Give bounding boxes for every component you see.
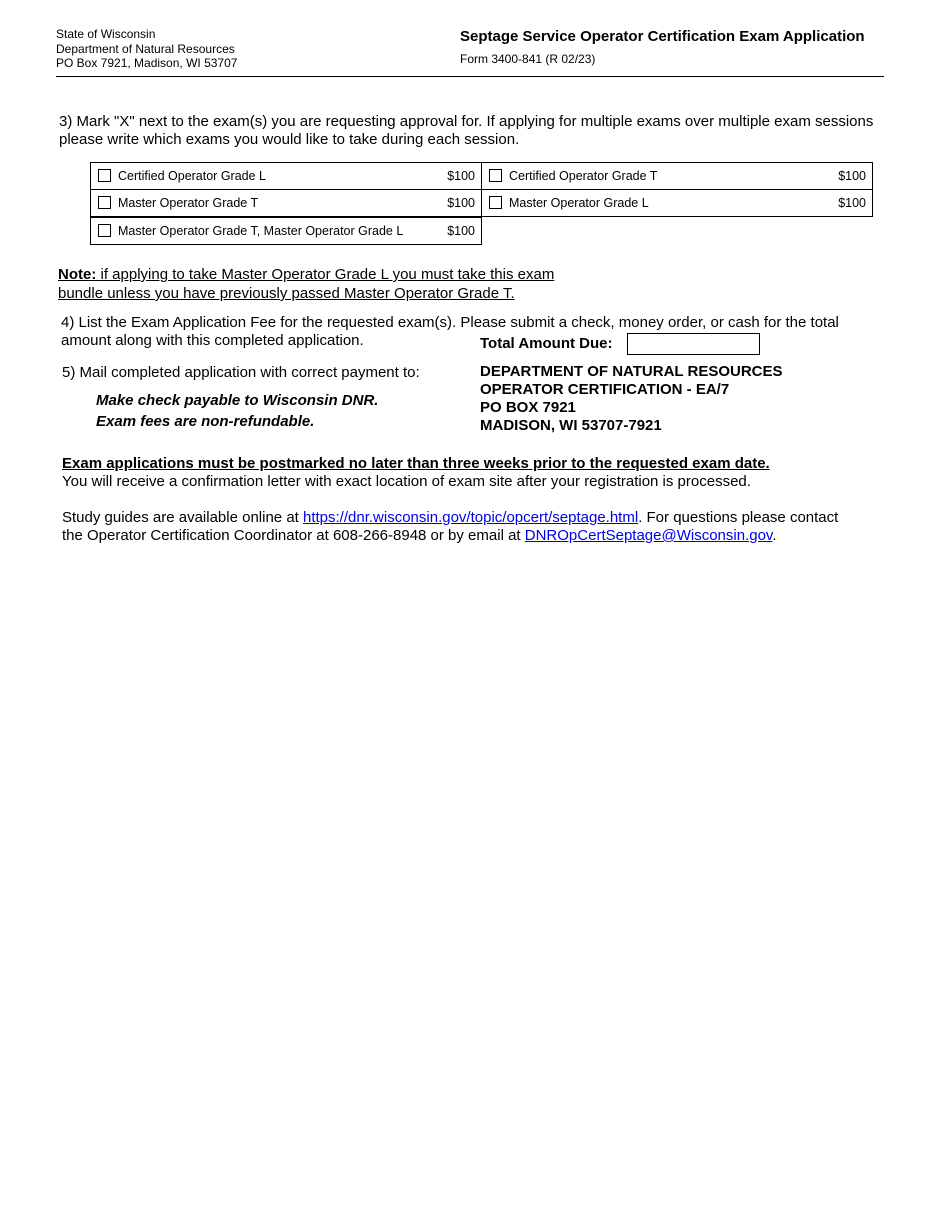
exam-label: Certified Operator Grade T xyxy=(509,169,658,183)
exam-option-master-l[interactable] xyxy=(481,189,873,217)
confirmation-note: You will receive a confirmation letter with exact location of exam site after your registration is processed. xyxy=(62,473,751,490)
total-amount-field[interactable] xyxy=(627,333,760,355)
header-divider xyxy=(56,76,884,77)
section3-instructions: 3) Mark "X" next to the exam(s) you are requesting approval for. If applying for multiple exams over multiple exam sessions please write which exams you would like to take during each session. xyxy=(59,113,874,148)
exam-fee: $100 xyxy=(838,169,866,183)
address-line: PO BOX 7921 xyxy=(480,399,576,416)
exam-fee: $100 xyxy=(447,224,475,238)
exam-label: Certified Operator Grade L xyxy=(118,169,266,183)
note-text: if applying to take Master Operator Grade L you must take this exam bundle unless you have previously passed Master Operator Grade T. xyxy=(58,266,555,302)
form-title: Septage Service Operator Certification Exam Application xyxy=(460,28,865,45)
exam-checkbox[interactable] xyxy=(489,169,502,182)
agency-state: State of Wisconsin xyxy=(56,27,156,41)
payment-notes xyxy=(96,390,378,432)
bundle-note xyxy=(58,265,598,303)
study-prefix: Study guides are available online at xyxy=(62,509,303,526)
exam-checkbox[interactable] xyxy=(98,196,111,209)
refund-note: Exam fees are non-refundable. xyxy=(96,413,315,430)
total-amount-label: Total Amount Due: xyxy=(480,335,613,352)
exam-option-certified-l[interactable] xyxy=(90,162,482,190)
section5-instructions: 5) Mail completed application with correct payment to: xyxy=(62,364,420,381)
exam-option-master-t-l-bundle[interactable] xyxy=(90,217,482,245)
payable-note: Make check payable to Wisconsin DNR. xyxy=(96,392,379,409)
study-guides-paragraph xyxy=(62,509,842,545)
agency-block xyxy=(56,27,237,71)
postmark-deadline: Exam applications must be postmarked no later than three weeks prior to the requested exam date. xyxy=(62,455,770,472)
exam-label: Master Operator Grade T, Master Operator Grade L xyxy=(118,224,404,238)
agency-department: Department of Natural Resources xyxy=(56,41,235,56)
study-middle: . For questions please contact the Operator Certification Coordinator at 608-266-8948 or by email at xyxy=(62,509,839,544)
exam-fee: $100 xyxy=(838,196,866,210)
exam-label: Master Operator Grade L xyxy=(509,196,649,210)
form-number: Form 3400-841 (R 02/23) xyxy=(460,52,596,66)
exam-option-master-t[interactable] xyxy=(90,189,482,217)
agency-address: PO Box 7921, Madison, WI 53707 xyxy=(56,56,238,70)
exam-label: Master Operator Grade T xyxy=(118,196,259,210)
study-suffix: . xyxy=(772,527,777,544)
address-line: DEPARTMENT OF NATURAL RESOURCES xyxy=(480,363,783,380)
exam-checkbox[interactable] xyxy=(98,224,111,237)
study-guide-link[interactable]: https://dnr.wisconsin.gov/topic/opcert/septage.html xyxy=(303,509,639,526)
exam-option-certified-t[interactable] xyxy=(481,162,873,190)
section4-instructions: 4) List the Exam Application Fee for the requested exam(s). Please submit a check, money order, or cash for the total amount along with this completed application. xyxy=(61,314,839,349)
exam-checkbox[interactable] xyxy=(489,196,502,209)
exam-fee: $100 xyxy=(447,196,475,210)
address-line: MADISON, WI 53707-7921 xyxy=(480,417,662,434)
exam-checkbox[interactable] xyxy=(98,169,111,182)
note-prefix: Note: xyxy=(58,266,97,283)
exam-fee: $100 xyxy=(447,169,475,183)
mailing-address xyxy=(480,363,783,435)
address-line: OPERATOR CERTIFICATION - EA/7 xyxy=(480,381,730,398)
coordinator-email-link[interactable]: DNROpCertSeptage@Wisconsin.gov xyxy=(524,527,773,544)
